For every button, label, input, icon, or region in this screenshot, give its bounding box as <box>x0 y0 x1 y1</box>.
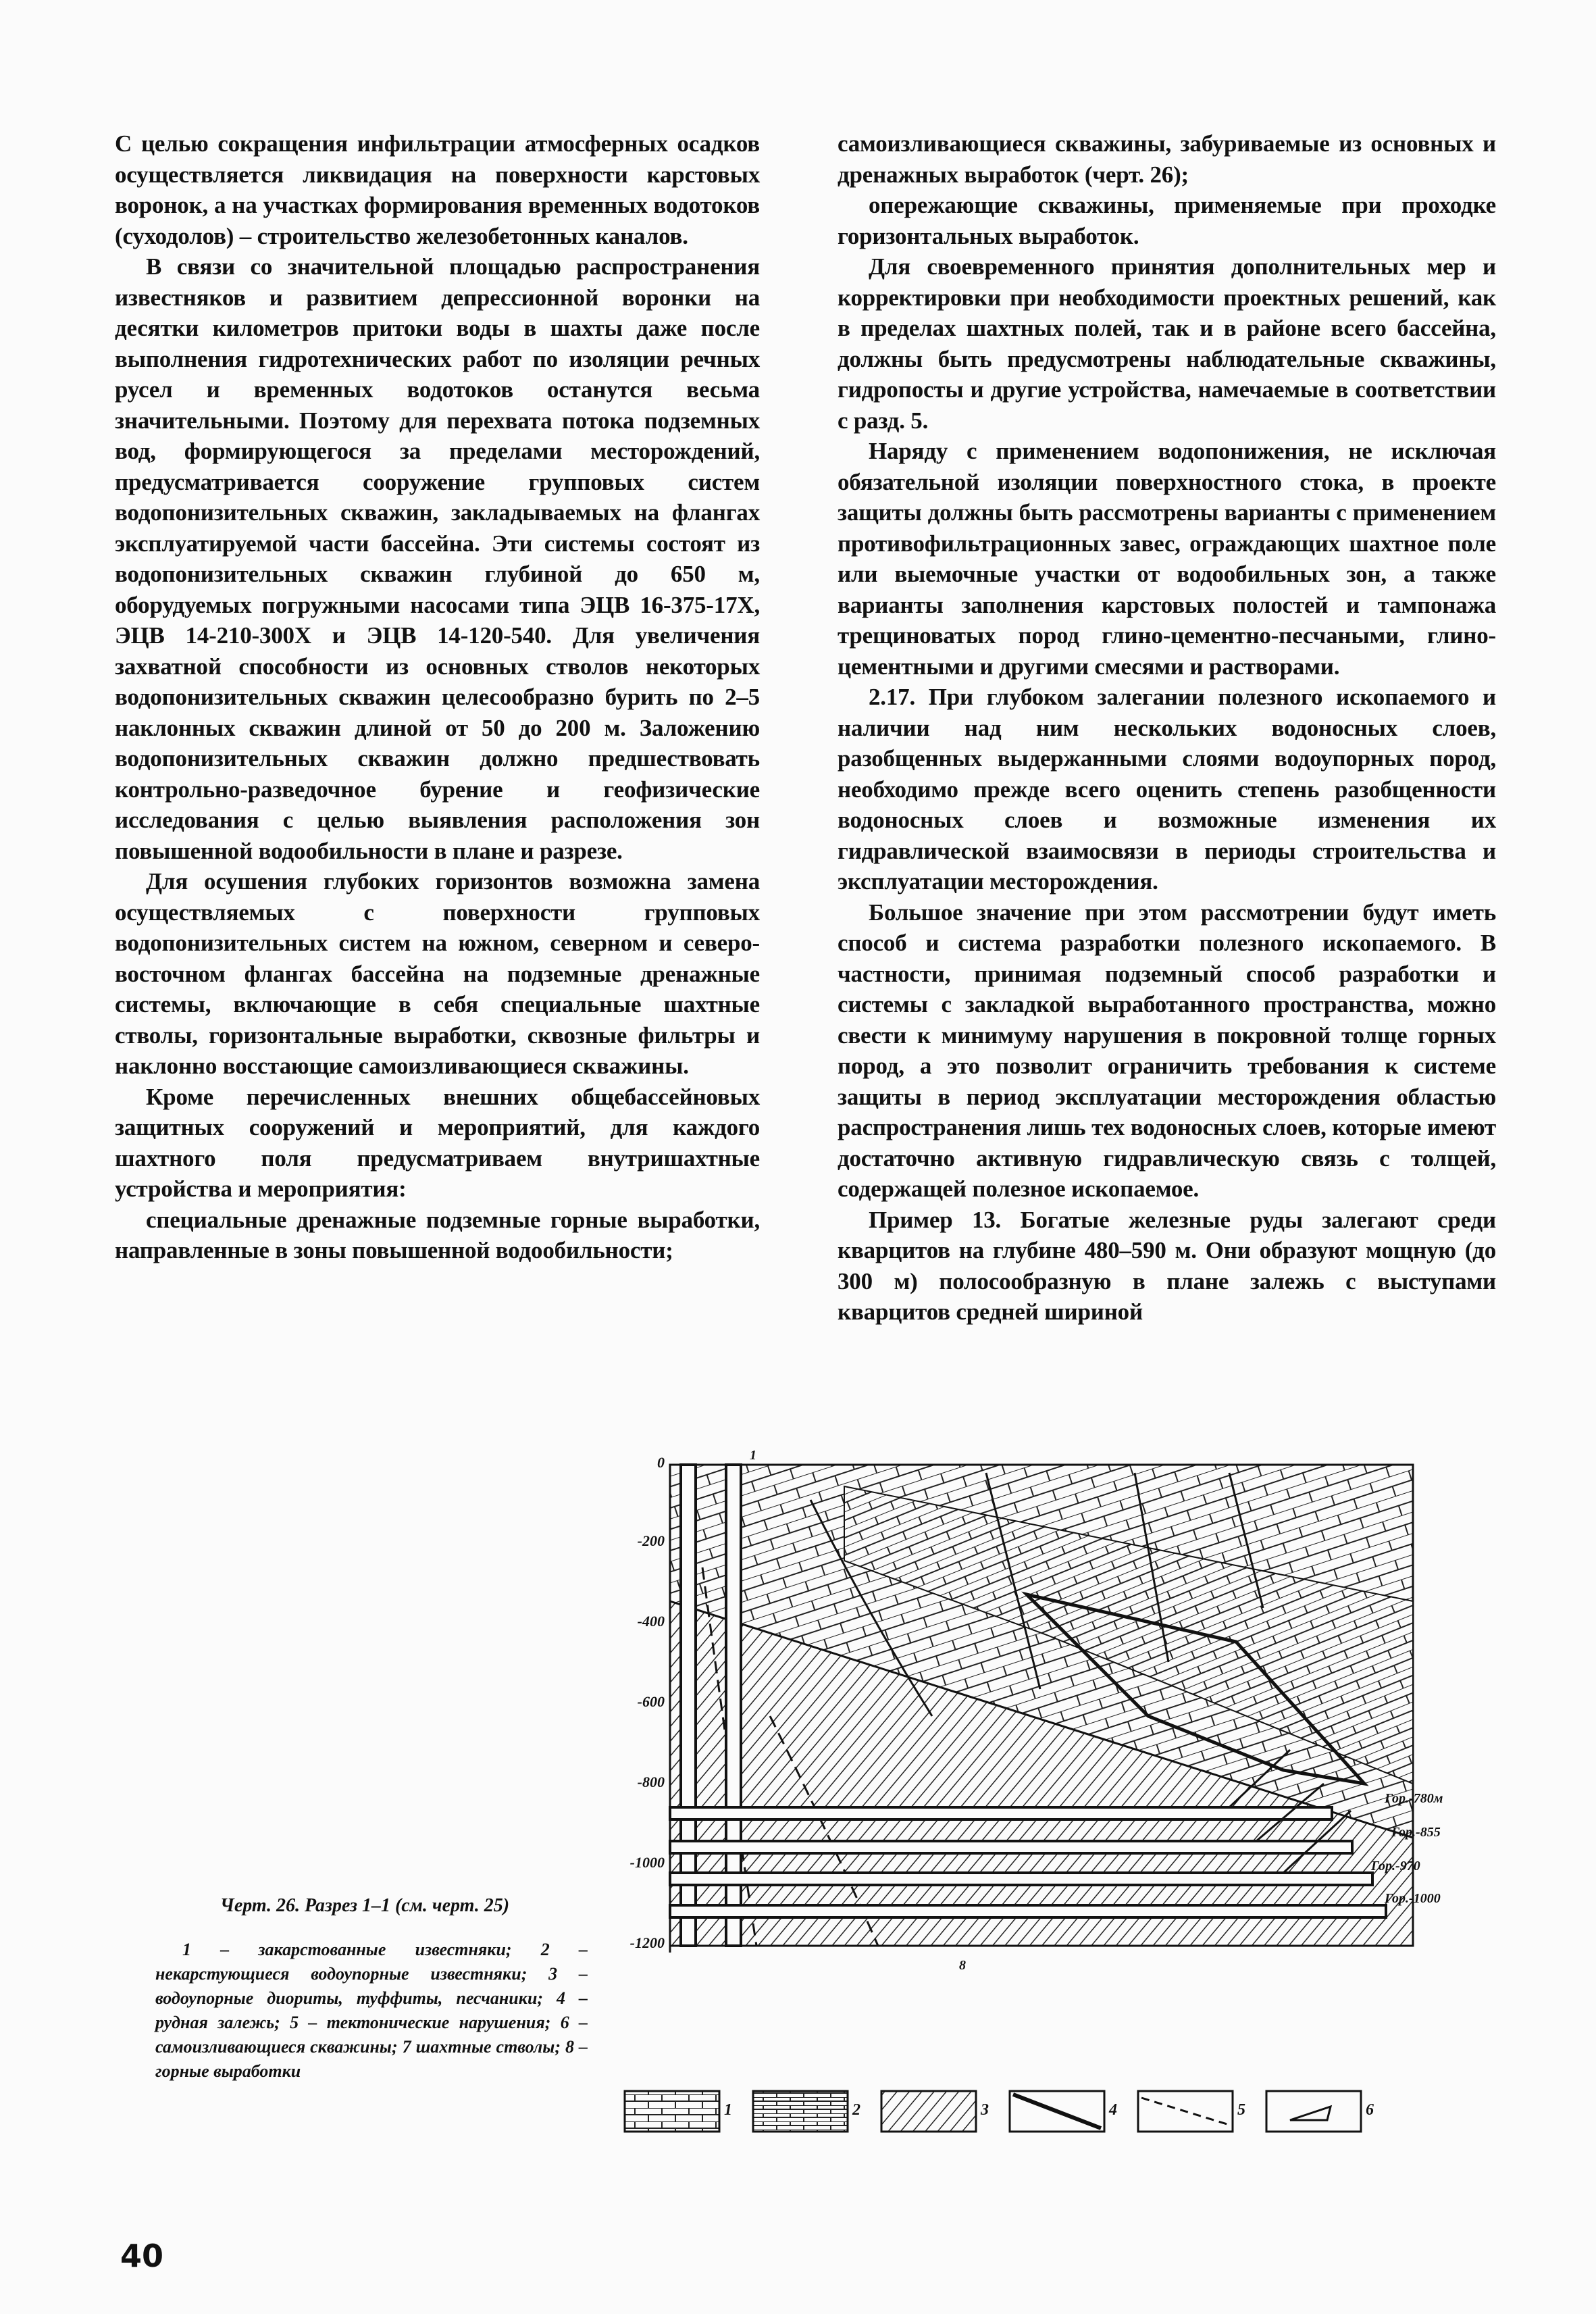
right-text-column <box>838 128 1496 1328</box>
legend-number: 2 <box>852 2101 860 2119</box>
paragraph: С целью сокращения инфильтрации атмосферных осадков осуществляется ликвидация на поверхности карстовых воронок, а на участках формирования временных водотоков (суходолов) – строительство железобетонных каналов. <box>115 130 760 249</box>
depth-tick: -800 <box>637 1774 665 1790</box>
paragraph: самоизливающиеся скважины, забуриваемые из основных и дренажных выработок (черт. 26); <box>838 130 1496 188</box>
horizontal-working <box>670 1905 1386 1917</box>
horizontal-working <box>670 1841 1352 1853</box>
horizon-label: Гор.-780м <box>1385 1791 1443 1806</box>
paragraph: Большое значение при этом рассмотрении будут иметь способ и система разработки полезного ископаемого. В частности, принимая подземный способ разработки и системы с закладкой выработанного пространства, можно свести к минимуму нарушения в покровной толще горных пород, а это позволит ограничить требования к системе защиты в период эксплуатации месторождения областью распространения лишь тех водоносных слоев, которые имеют достаточно активную гидравлическую связь с толщей, содержащей полезное ископаемое. <box>838 899 1496 1202</box>
paragraph: опережающие скважины, применяемые при проходке горизонтальных выработок. <box>838 192 1496 249</box>
depth-tick: -1000 <box>629 1854 665 1871</box>
depth-tick: 0 <box>657 1454 665 1471</box>
depth-tick: -1200 <box>629 1934 665 1951</box>
paragraph: Для осушения глубоких горизонтов возможна замена осуществляемых с поверхности групповых водопонизительных систем на южном, северном и северо-восточном флангах бассейна на подземные дренажные системы, включающие в себя специальные шахтные стволы, горизонтальные выработки, сквозные фильтры и наклонно восстающие самоизливающиеся скважины. <box>115 868 760 1079</box>
legend-number: 1 <box>724 2101 732 2119</box>
legend-number: 5 <box>1237 2101 1245 2119</box>
paragraph: Наряду с применением водопонижения, не исключая обязательной изоляции поверхностного стока, в проекте защиты должны быть рассмотрены варианты с применением противофильтрационных завес, ограждающих шахтное поле или выемочные участки от водообильных зон, а также варианты заполнения карстовых полостей и тампонажа трещиноватых пород глино-цементно-песчаными, глино-цементными и другими смесями и растворами. <box>838 438 1496 680</box>
horizontal-working <box>670 1807 1332 1819</box>
page-number: 40 <box>120 2238 164 2274</box>
paragraph: В связи со значительной площадью распространения известняков и развитием депрессионной воронки на десятки километров притоки воды в шахты даже после выполнения гидротехнических работ по изоляции речных русел и временных водотоков останутся весьма значительными. Поэтому для перехвата потока подземных вод, формирующегося за пределами месторождений, предусматривается сооружение групповых систем водопонизительных скважин, закладываемых на флангах эксплуатируемой части бассейна. Эти системы состоят из водопонизительных скважин глубиной до 650 м, оборудуемых погружными насосами типа ЭЦВ 16-375-17Х, ЭЦВ 14-210-300Х и ЭЦВ 14-120-540. Для увеличения захватной способности из основных стволов некоторых водопонизительных скважин целесообразно бурить по 2–5 наклонных скважин длиной от 50 до 200 м. Заложению водопонизительных скважин должно предшествовать контрольно-разведочное бурение и геофизические исследования с целью выявления расположения зон повышенной водообильности в плане и разрезе. <box>115 253 760 864</box>
paragraph: Кроме перечисленных внешних общебассейновых защитных сооружений и мероприятий, для каждого шахтного поля предусматриваем внутришахтные устройства и мероприятия: <box>115 1083 760 1202</box>
horizon-label: Гор.-1000 <box>1385 1891 1441 1906</box>
working-label: 8 <box>959 1958 966 1973</box>
paragraph: Пример 13. Богатые железные руды залегают среди кварцитов на глубине 480–590 м. Они образуют мощную (до 300 м) полосообразную в плане залежь с выступами кварцитов средней шириной <box>838 1206 1496 1325</box>
legend-swatch-karst-limestone <box>625 2091 719 2132</box>
geological-cross-section <box>608 1432 1499 2040</box>
horizontal-working <box>670 1873 1372 1885</box>
depth-tick: -200 <box>637 1532 665 1549</box>
paragraph: Для своевременного принятия дополнительных мер и корректировки при необходимости проектных решений, как в пределах шахтных полей, так и в районе всего бассейна, должны быть предусмотрены наблюдательные скважины, гидропосты и другие устройства, намечаемые в соответствии с разд. 5. <box>838 253 1496 434</box>
horizon-label: Гор.-970 <box>1371 1859 1420 1873</box>
legend-number: 3 <box>981 2101 989 2119</box>
left-text-column <box>115 128 760 1266</box>
legend-swatch-diorite <box>881 2091 976 2132</box>
horizon-label: Гор.-855 <box>1391 1825 1441 1840</box>
legend-number: 6 <box>1366 2101 1374 2119</box>
shaft-label: 1 <box>750 1448 756 1463</box>
paragraph: 2.17. При глубоком залегании полезного ископаемого и наличии над ним нескольких водоносных слоев, разобщенных выдержанными слоями водоупорных пород, необходимо прежде всего оценить степень разобщенности водоносных слоев и возможные изменения их гидравлической взаимосвязи в периоды строительства и эксплуатации месторождения. <box>838 684 1496 895</box>
depth-tick: -600 <box>637 1693 665 1710</box>
legend-swatch-waterproof-limestone <box>753 2091 848 2132</box>
figure-legend <box>621 2081 1432 2142</box>
figure-caption-legend: 1 – закарстованные известняки; 2 – некарстующиеся водоупорные известняки; 3 – водоупорные диориты, туффиты, песчаники; 4 – рудная залежь; 5 – тектонические нарушения; 6 – самоизливающиеся скважины; 7 шахтные стволы; 8 – горные выработки <box>155 1940 588 2081</box>
paragraph: специальные дренажные подземные горные выработки, направленные в зоны повышенной водообильности; <box>115 1206 760 1263</box>
figure-caption-title: Черт. 26. Разрез 1–1 (см. черт. 25) <box>220 1895 510 1916</box>
depth-tick: -400 <box>637 1613 665 1630</box>
legend-number: 4 <box>1109 2101 1117 2119</box>
